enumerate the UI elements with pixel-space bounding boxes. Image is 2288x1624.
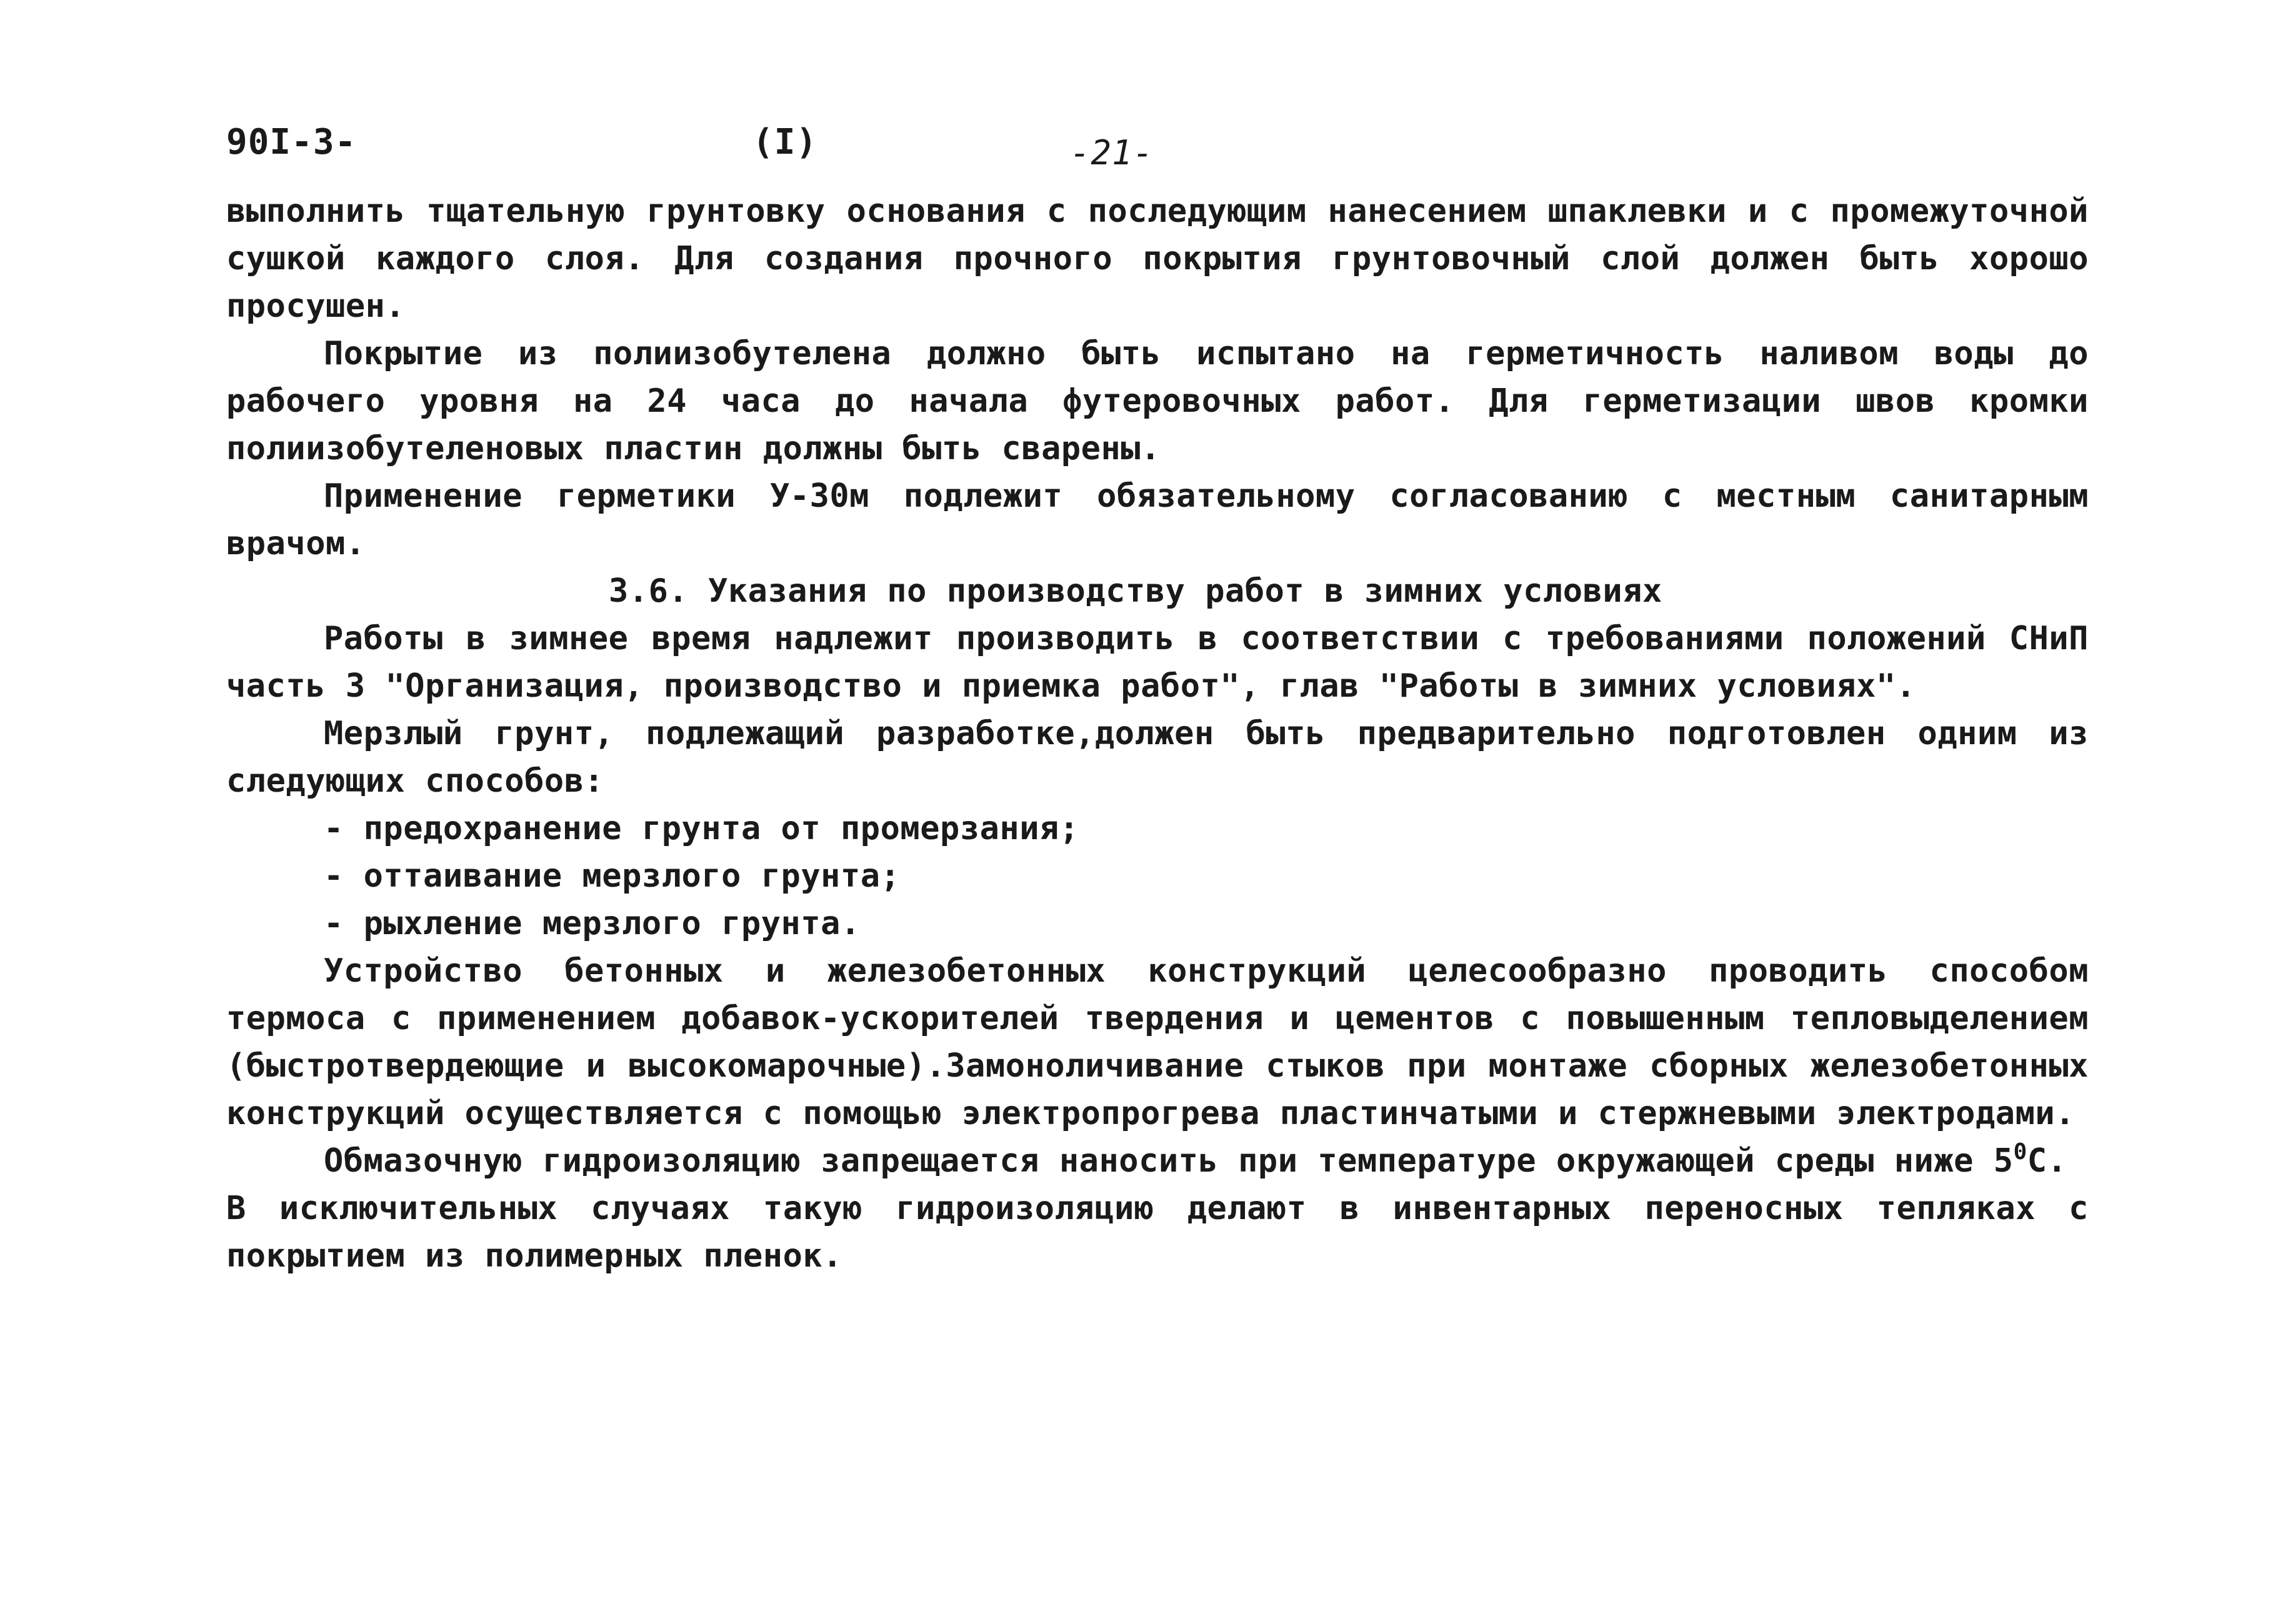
paragraph-concrete: Устройство бетонных и железобетонных конструкций целесообразно проводить способом термоса с применением добавок-ускорителей твердения и цементов с повышенным тепловыделением (быстротвердеющие и высокомарочные).Замоноличивание стыков при монтаже сборных железобетонных конструкций осуществляется с помощью электропрогрева пластинчатыми и стержневыми электродами.	[226, 952, 2089, 1132]
paragraph-exceptional: В исключительных случаях такую гидроизоляцию делают в инвентарных переносных тепляках с покрытием из полимерных пленок.	[226, 1190, 2089, 1275]
document-body	[226, 187, 2089, 1280]
degree-mark: 0	[2013, 1139, 2027, 1165]
list-item: - рыхление мерзлого грунта.	[324, 905, 861, 942]
list-item: - оттаивание мерзлого грунта;	[324, 857, 901, 895]
document-part: (I)	[752, 122, 818, 162]
paragraph-testing: Покрытие из полиизобутелена должно быть испытано на герметичность наливом воды до рабочего уровня на 24 часа до начала футеровочных работ. Для герметизации швов кромки полиизобутеленовых пластин должны быть сварены.	[226, 335, 2089, 467]
page-number: -21-	[1070, 133, 1154, 172]
section-heading: 3.6. Указания по производству работ в зимних условиях	[609, 572, 1662, 610]
coating-text: Обмазочную гидроизоляцию запрещается наносить при температуре окружающей среды ниже 5	[324, 1142, 2014, 1180]
page-header	[226, 122, 2101, 178]
list-item: - предохранение грунта от промерзания;	[324, 810, 1079, 847]
paragraph-coating	[226, 1137, 2089, 1185]
temperature-unit: С.	[2027, 1142, 2067, 1180]
paragraph-winter-intro: Работы в зимнее время надлежит производить в соответствии с требованиями положений СНиП часть 3 "Организация, производство и приемка работ", глав "Работы в зимних условиях".	[226, 620, 2089, 705]
document-code: 90I-3-	[226, 122, 357, 162]
paragraph-frozen-soil: Мерзлый грунт, подлежащий разработке,должен быть предварительно подготовлен одним из следующих способов:	[226, 715, 2089, 800]
paragraph-sealant: Применение герметики У-30м подлежит обязательному согласованию с местным санитарным врачом.	[226, 477, 2089, 562]
paragraph-continued: выполнить тщательную грунтовку основания с последующим нанесением шпаклевки и с промежуточной сушкой каждого слоя. Для создания прочного покрытия грунтовочный слой должен быть хорошо просушен.	[226, 192, 2089, 325]
